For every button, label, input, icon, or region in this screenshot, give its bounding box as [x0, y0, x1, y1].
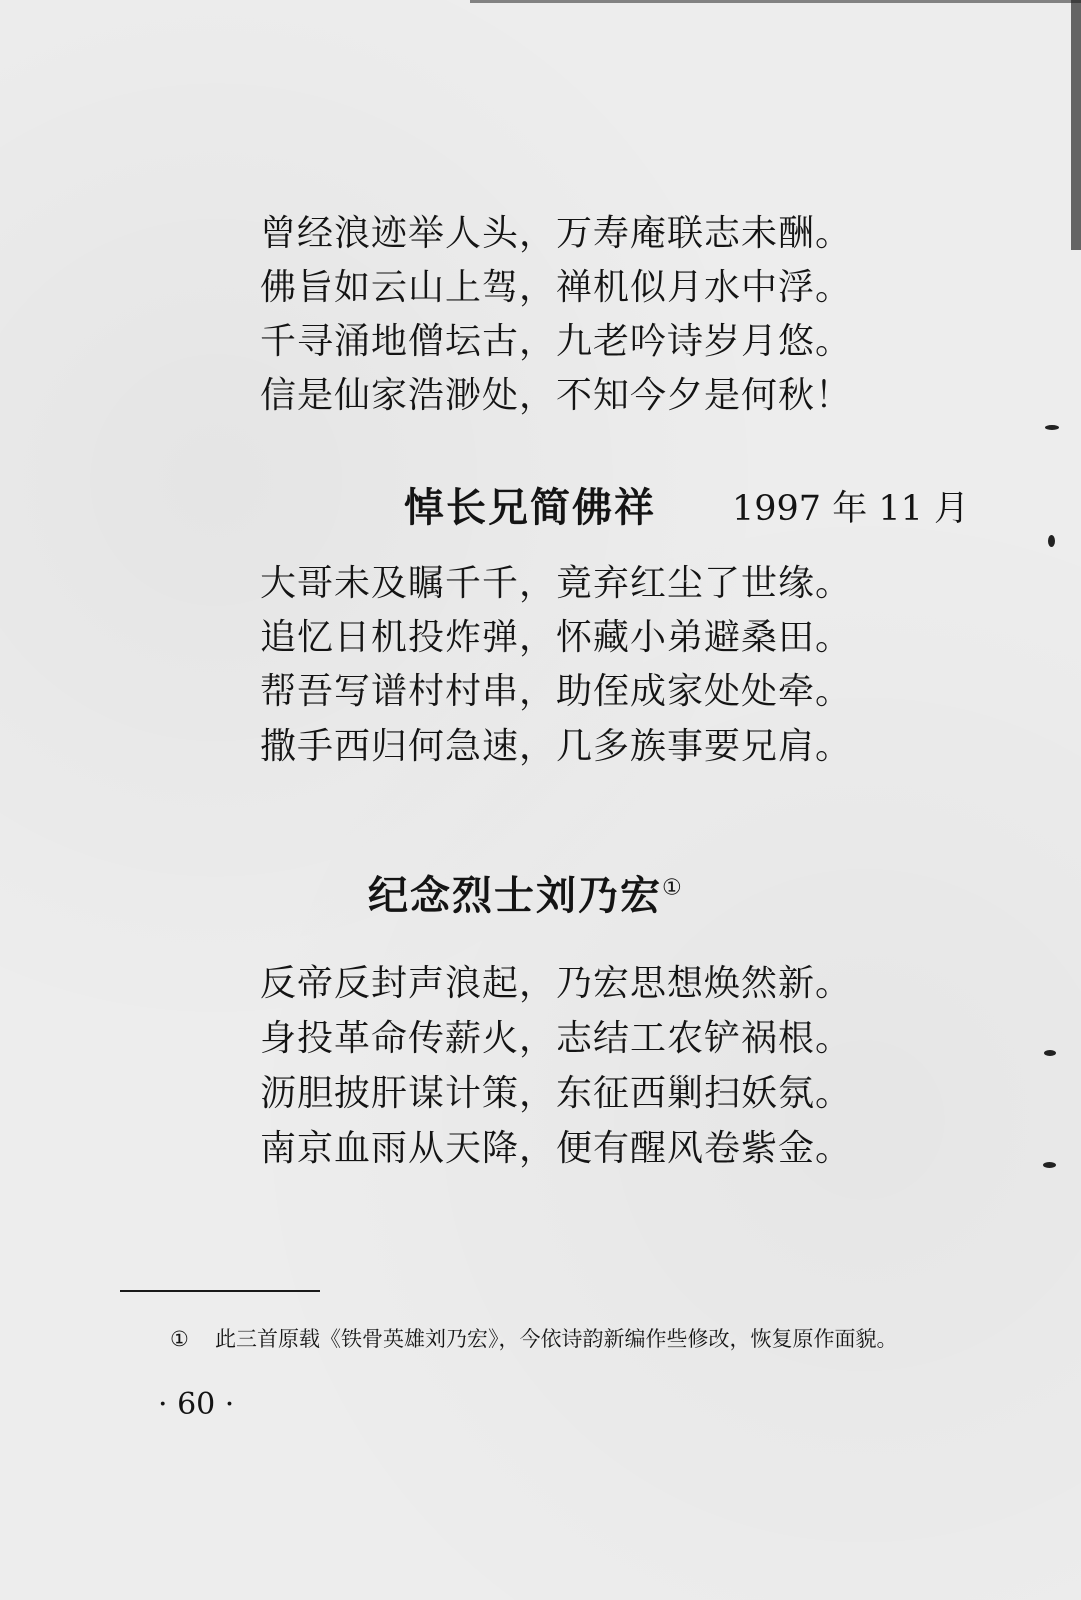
footnote-marker: ① [170, 1327, 189, 1351]
scan-speck [1045, 425, 1059, 430]
poem3-title [368, 873, 684, 919]
poem1-line-1: 曾经浪迹举人头，万寿庵联志未酬。 [260, 213, 853, 254]
poem3-line-1: 反帝反封声浪起，乃宏思想焕然新。 [260, 963, 853, 1004]
scan-speck [1048, 535, 1055, 547]
scan-speck [1043, 1162, 1056, 1168]
page-number: · 60 · [158, 1387, 235, 1422]
poem2-title: 悼长兄简佛祥 [404, 485, 656, 531]
poem1-line-2: 佛旨如云山上驾，禅机似月水中浮。 [260, 267, 853, 308]
poem2-date: 1997 年 11 月 [732, 489, 969, 529]
poem3-title-text: 纪念烈士刘乃宏 [368, 873, 662, 919]
scan-speck [1044, 1050, 1056, 1056]
poem2-line-3: 帮吾写谱村村串，助侄成家处处牵。 [260, 671, 853, 712]
footnote [170, 1326, 960, 1353]
poem1-line-3: 千寻涌地僧坛古，九老吟诗岁月悠。 [260, 321, 853, 362]
footnote-reference-marker: ① [662, 875, 684, 901]
poem3-line-3: 沥胆披肝谋计策，东征西剿扫妖氛。 [260, 1073, 853, 1114]
footnote-divider [120, 1290, 320, 1292]
poem3-line-4: 南京血雨从天降，便有醒风卷紫金。 [260, 1128, 853, 1169]
poem1-line-4: 信是仙家浩渺处，不知今夕是何秋！ [260, 375, 853, 416]
poem2-line-1: 大哥未及瞩千千，竟弃红尘了世缘。 [260, 563, 853, 604]
poem2-line-2: 追忆日机投炸弹，怀藏小弟避桑田。 [260, 617, 853, 658]
top-edge-line [470, 0, 1081, 3]
footnote-text: 此三首原载《铁骨英雄刘乃宏》，今依诗韵新编作些修改，恢复原作面貌。 [215, 1327, 898, 1351]
poem2-line-4: 撒手西归何急速，几多族事要兄肩。 [260, 726, 853, 767]
right-edge-shadow [1071, 0, 1081, 250]
poem3-line-2: 身投革命传薪火，志结工农铲祸根。 [260, 1018, 853, 1059]
